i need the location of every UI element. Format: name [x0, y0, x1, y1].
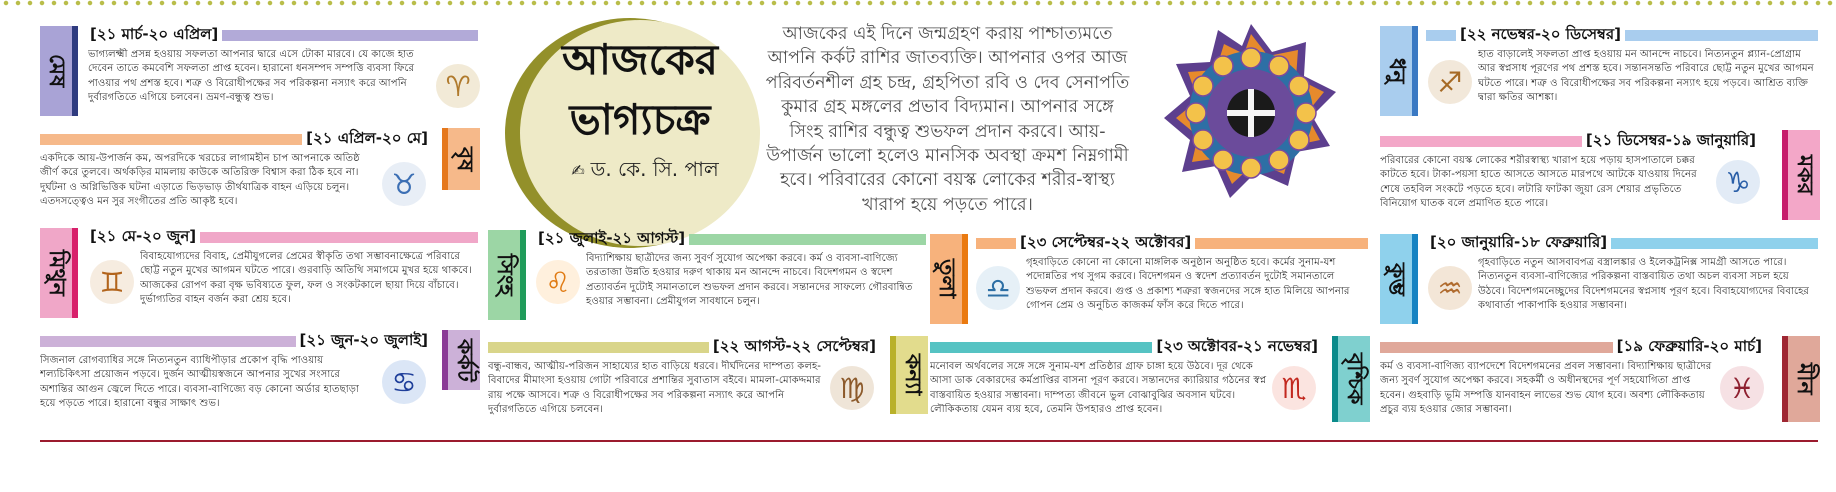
pen-icon: ✍	[571, 161, 585, 180]
sign-name-badge: মেষ	[40, 26, 78, 116]
zodiac-wheel-image	[1160, 22, 1342, 204]
sign-dhanu	[1380, 24, 1820, 124]
sign-header	[1426, 232, 1818, 254]
sign-makar	[1380, 130, 1820, 226]
today-birthday-text: আজকের এই দিনে জন্মগ্রহণ করায় পাশ্চাত্যমতে আপনি কর্কট রাশির জাতব্যক্তি। আপনার ওপর আজ পরিবর্তনশীল গ্রহ চন্দ্র, গ্রহপিতা রবি ও দেব সেনাপতি কুমার গ্রহ মঙ্গলের প্রভাব বিদ্যমান। আপনার সঙ্গে সিংহ রাশির বন্ধুত্ব শুভফল প্রদান করবে। আয়-উপার্জন ভালো হলেও মানসিক অবস্থা ক্রমশ নিম্নগামী হবে। পরিবারের কোনো বয়স্ক লোকের শরীর-স্বাস্থ্য খারাপ হয়ে পড়তে পারে।	[765, 24, 1130, 215]
sign-text: মনোবল অর্থবলের সঙ্গে সঙ্গে সুনাম-যশ প্রতিষ্ঠার গ্রাফ চাঙ্গা হয়ে উঠবে। দূর থেকে আসা ডাক বেকারদের কর্মপ্রাপ্তির বাসনা পূরণ করবে। সন্তানদের ক্যারিয়ার গঠনের স্বপ্ন বাস্তবায়িত হওয়ার সম্ভাবনা। দাম্পত্য জীবনে ভুল বোঝাবুঝির অবসান ঘটবে। লৌকিকতায় যেমন ব্যয় হবে, তেমনি উপহারও প্রাপ্ত হবেন।	[930, 361, 1267, 415]
sign-text: কর্ম ও ব্যবসা-বাণিজ্য ব্যাপদেশে বিদেশগমনের প্রবল সম্ভাবনা। বিদ্যাশিক্ষায় ছাত্রীদের জন্য সুবর্ণ সুযোগ অপেক্ষা করবে। সহকর্মী ও অধীনস্থদের পূর্ণ সহযোগিতা প্রাপ্ত হবেন। গুহবাড়ি ভূমি সম্পত্তি যানবাহন লাভের শুভ যোগ হবে। অবশ্য লৌকিকতায় প্রচুর ব্যয় হওয়ার জোর সম্ভাবনা।	[1380, 361, 1712, 415]
dotted-top-border	[0, 0, 1836, 6]
color-bar	[1195, 238, 1368, 249]
sign-header	[1426, 24, 1818, 46]
sign-date: [২১ জুলাই-২১ আগস্ট]	[538, 228, 686, 247]
pisces-icon: ♓	[1720, 366, 1764, 410]
aquarius-icon: ♒	[1428, 266, 1472, 310]
sign-kanya	[488, 336, 928, 436]
color-bar	[689, 234, 926, 245]
sign-name-badge: বৃশ্চিক	[1332, 336, 1370, 422]
sign-date: [২৩ সেপ্টেম্বর-২২ অক্টোবর]	[1020, 232, 1192, 251]
color-bar	[1380, 342, 1613, 353]
virgo-icon: ♍	[830, 366, 874, 410]
sign-kumbha	[1380, 232, 1820, 332]
sign-text: ভাগ্যলক্ষ্মী প্রসন্ন হওয়ায় সফলতা আপনার দ্বারে এসে টোকা মারবে। যে কাজে হাত দেবেন তাতে কমবেশি সফলতা প্রাপ্ত হবেন। হারানো ধনসম্পদ সম্পত্তি ব্যবসা ফিরে পাওয়ার পথ প্রশস্ত হবে। শত্রু ও বিরোধীপক্ষের সব পরিকল্পনা নস্যাৎ করে আপনি দুর্বারগতিতে এগিয়ে চলবেন। ভ্রমণ-বন্ধুত্ব শুভ।	[88, 49, 415, 103]
cancer-icon: ♋	[382, 360, 426, 404]
sign-header	[1380, 336, 1766, 358]
color-bar	[1625, 30, 1818, 41]
color-bar	[40, 336, 296, 347]
sign-date: [২১ মার্চ-২০ এপ্রিল]	[90, 24, 219, 43]
sign-header	[1380, 130, 1760, 152]
author-name: ড. কে. সি. পাল	[590, 157, 719, 181]
sign-text: সিজনাল রোগব্যাধির সঙ্গে নিত্যনতুন ব্যাধিপীড়ার প্রকোপ বৃদ্ধি পাওয়ায় শল্যচিকিৎসা প্রয়োজন পড়বে। দুর্জন আত্মীয়স্বজনে আপনার সুখের সংসারে অশান্তির আগুন জ্বেলে দিতে পারে। ব্যবসা-বাণিজ্যে বড় কোনো অর্ডার হাতছাড়া হয়ে পড়তে পারে। হারানো বন্ধুর সাক্ষাৎ শুভ।	[40, 355, 359, 409]
sign-name-badge: মকর	[1782, 130, 1820, 220]
page-title	[530, 30, 750, 150]
sign-text: গৃহবাড়িতে কোনো না কোনো মাঙ্গলিক অনুষ্ঠান অনুষ্ঠিত হবে। কর্মের সুনাম-যশ পদোন্নতির পথ সুগম করবে। বিদেশগমন ও স্বদেশ প্রত্যাবর্তন দুটোই সমানতালে শুভফল প্রদান করবে। গুপ্ত ও প্রকাশ্য শত্রুরা স্বজনদের সঙ্গে হাত মিলিয়ে আপনার গোপন প্রেম ও অনুচিত কাজকর্ম ফাঁস করে দিতে পারে।	[1026, 257, 1350, 311]
sign-date: [২১ মে-২০ জুন]	[90, 226, 197, 245]
sign-mithun	[40, 226, 480, 324]
color-bar	[976, 238, 1016, 249]
color-bar	[1426, 30, 1456, 41]
sign-text: একদিকে আয়-উপার্জন কম, অপরদিকে খরচের লাগামহীন চাপ আপনাকে অতিষ্ঠ জীর্ণ করে তুলবে। অর্থকড়ির মামলায় কাউকে অতিরিক্ত বিশ্বাস করা ঠিক হবে না। দুর্ঘটনা ও অগ্নিভিত্তিক ঘটনা এড়াতে ভিড়ভাড় তীর্থযাত্রিক বাহন এড়িয়ে চলুন। এতদসত্ত্বেও মন সুর সংগীতের প্রতি আকৃষ্ট হবে।	[40, 153, 360, 207]
leo-icon: ♌	[536, 260, 580, 304]
sign-name-badge: কর্কট	[442, 330, 480, 390]
sign-karkat	[40, 330, 480, 430]
scorpio-icon: ♏	[1272, 366, 1316, 410]
sign-date: [১৯ ফেব্রুয়ারি-২০ মার্চ]	[1616, 336, 1762, 355]
sign-header	[930, 336, 1322, 358]
color-bar	[488, 342, 709, 353]
sign-text: হাত বাড়ালেই সফলতা প্রাপ্ত হওয়ায় মন আনন্দে নাচবে। নিত্যনতুন প্ল্যান-প্রোগ্রাম আর স্বপ্নসাধ পূরণের পথ প্রশস্ত হবে। সন্তানসন্ততি পরিবারে ছোট্ট নতুন মুখের আগমন ঘটতে পারে। শত্রু ও বিরোধীপক্ষের সব পরিকল্পনা নস্যাৎ হয়ে পড়বে। আশ্রিত ব্যক্তি দ্বারা ক্ষতির আশঙ্কা।	[1478, 49, 1814, 103]
sign-header	[86, 226, 478, 248]
taurus-icon: ♉	[382, 162, 426, 206]
color-bar	[40, 134, 302, 145]
sign-date: [২৩ অক্টোবর-২১ নভেম্বর]	[1156, 336, 1318, 355]
sign-header	[40, 128, 432, 150]
sign-header	[86, 24, 478, 46]
color-bar	[1611, 238, 1818, 249]
sign-name-badge: মিথুন	[40, 228, 78, 318]
sign-mesh	[40, 24, 480, 124]
color-bar	[222, 30, 478, 41]
sign-date: [২২ নভেম্বর-২০ ডিসেম্বর]	[1460, 24, 1621, 43]
sign-header	[534, 228, 926, 250]
sign-header	[488, 336, 880, 358]
sign-name-badge: মীন	[1782, 336, 1820, 422]
sign-name-badge: সিংহ	[488, 230, 526, 320]
sign-header	[976, 232, 1368, 254]
sign-text: বিদ্যাশিক্ষায় ছাত্রীদের জন্য সুবর্ণ সুযোগ অপেক্ষা করবে। কর্ম ও ব্যবসা-বাণিজ্যে তরতাজা উন্নতি হওয়ার দরুণ থাকায় মন আনন্দে নাচবে। বিদেশগমন ও স্বদেশ প্রত্যাবর্তন দুটোই সমানতালে শুভফল প্রদান করবে। সন্তানদের সাফল্যে গৌরবান্বিত হওয়ার সম্ভাবনা। প্রেমীযুগল সাবধানে চলুন।	[586, 253, 913, 307]
title-line-1: আজকের	[562, 35, 718, 84]
bottom-rule	[40, 440, 1818, 442]
sign-date: [২২ আগস্ট-২২ সেপ্টেম্বর]	[712, 336, 876, 355]
sign-brishchik	[930, 336, 1370, 436]
aries-icon: ♈	[436, 64, 480, 108]
sign-date: [২১ ডিসেম্বর-১৯ জানুয়ারি]	[1585, 130, 1756, 149]
libra-icon: ♎	[976, 266, 1020, 310]
sign-date: [২০ জানুয়ারি-১৮ ফেব্রুয়ারি]	[1430, 232, 1608, 251]
color-bar	[1380, 136, 1582, 147]
color-bar	[200, 232, 478, 243]
sign-singha	[488, 228, 928, 328]
sign-name-badge: বৃষ	[442, 128, 480, 190]
gemini-icon: ♊	[90, 260, 134, 304]
author-byline	[545, 155, 745, 188]
sign-name-badge: কন্যা	[890, 336, 928, 414]
sign-name-badge: তুলা	[930, 234, 968, 324]
sign-text: বন্ধু-বান্ধব, আত্মীয়-পরিজন সাহায্যের হাত বাড়িয়ে ধরবে। দীর্ঘদিনের দাম্পত্য কলহ-বিবাদের মীমাংসা হওয়ায় গোটা পরিবারে প্রশান্তির সুবাতাস বইবে। মামলা-মোকদ্দমার রায় পক্ষে আসবে। শত্রু ও বিরোধীপক্ষের সব পরিকল্পনা নস্যাৎ করে আপনি দুর্বারগতিতে এগিয়ে চলবেন।	[488, 361, 821, 415]
sign-name-badge: কুম্ভ	[1380, 234, 1418, 324]
title-line-2: ভাগ্যচক্র	[569, 95, 711, 144]
sagittarius-icon: ♐	[1428, 60, 1472, 104]
capricorn-icon: ♑	[1716, 160, 1760, 204]
sign-brish	[40, 128, 480, 220]
sign-name-badge: ধনু	[1380, 26, 1418, 116]
sign-text: বিবাহযোগ্যদের বিবাহ, প্রেমীযুগলের প্রেমের স্বীকৃতি তথা সম্ভাবনাক্ষেত্রে পরিবারে ছোট্ট নতুন মুখের আগমন ঘটতে পারে। গুরবাড়ি অতিথি সমাগমে মুখর হয়ে থাকবে। আজকের রোপণ করা বৃক্ষ ভবিষ্যতে ফুল, ফল ও সংকটকালে ছায়া দিয়ে বাঁচাবে। দুর্ভাগ্যতির বাহন বর্জন করা শ্রেয় হবে।	[140, 251, 472, 305]
sign-header	[40, 330, 432, 352]
sign-text: গৃহবাড়িতে নতুন আসবাবপত্র বস্ত্রালঙ্কার ও ইলেকট্রনিক্স সামগ্রী আসতে পারে। নিত্যনতুন ব্যবসা-বাণিজ্যের পরিকল্পনা বাস্তবায়িত তথা অচল ব্যবসা সচল হয়ে উঠবে। বিদেশগমনেচ্ছুদের বিদেশগমনের স্বপ্নসাধ পূরণ হবে। বিবাহযোগ্যদের বিবাহের কথাবার্তা পাকাপাকি হওয়ার সম্ভাবনা।	[1478, 257, 1810, 311]
sign-tula	[930, 232, 1370, 332]
sign-meen	[1380, 336, 1820, 436]
sign-date: [২১ জুন-২০ জুলাই]	[299, 330, 428, 349]
sign-date: [২১ এপ্রিল-২০ মে]	[306, 128, 428, 147]
color-bar	[930, 342, 1152, 353]
sign-text: পরিবারের কোনো বয়স্ক লোকের শরীরস্বাস্থ্য খারাপ হয়ে পড়ায় হাসপাতালে চক্কর কাটতে হবে। টাকা-পয়সা হাতে আসতে আসতে মারপথে আটকে যাওয়ায় দিনের শেষে তহবিল সংকটে পড়তে হবে। লটারি ফাটকা জুয়া রেস শেয়ার প্রভৃতিতে বিনিয়োগ ঘাতক বলে প্রমাণিত হতে পারে।	[1380, 155, 1697, 209]
